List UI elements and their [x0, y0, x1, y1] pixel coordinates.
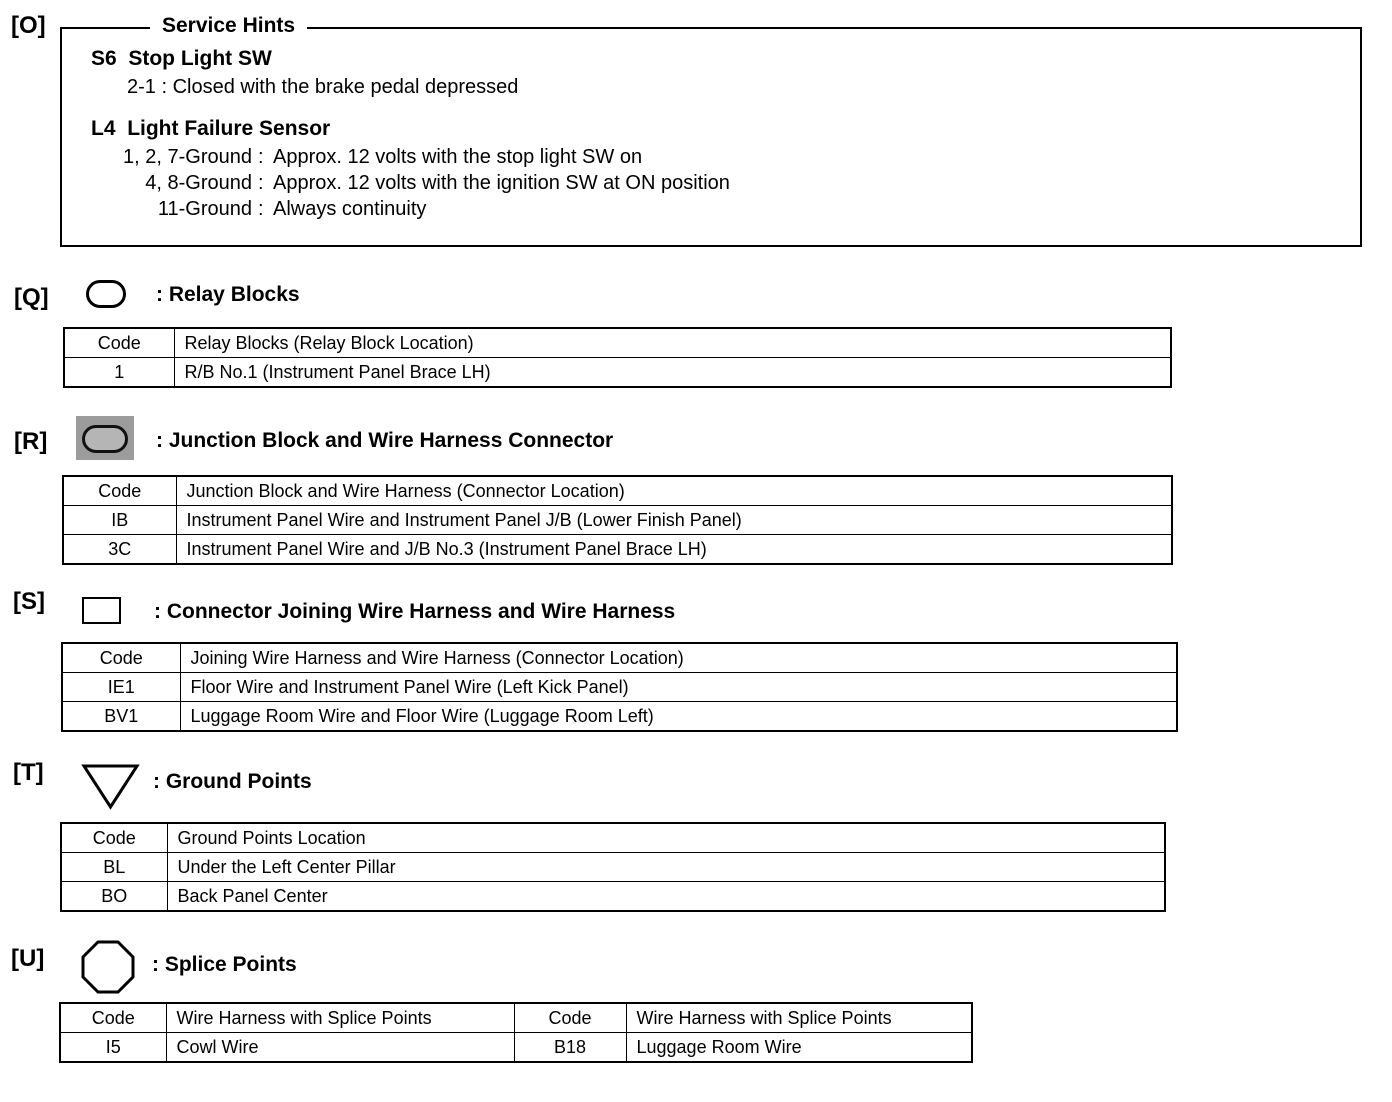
row-code: 1 — [64, 358, 174, 388]
table-header-row — [60, 1003, 972, 1033]
section-letter-t: [T] — [13, 759, 44, 786]
hint-l4-sep-1: : — [258, 146, 264, 168]
hint-s6-name: Stop Light SW — [128, 47, 272, 70]
hint-s6-line — [127, 76, 518, 99]
hint-l4-pins-2: 4, 8-Ground — [145, 172, 252, 194]
row-code: BO — [61, 882, 167, 912]
section-letter-r: [R] — [14, 428, 48, 455]
hint-sep: : — [161, 76, 168, 98]
table-row — [64, 358, 1171, 388]
splice-points-table — [59, 1002, 973, 1063]
junction-block-title: : Junction Block and Wire Harness Connector — [156, 429, 614, 452]
table-header-row — [63, 476, 1172, 506]
table-row — [63, 535, 1172, 565]
table-row — [63, 506, 1172, 535]
row-desc: Instrument Panel Wire and Instrument Panel J/B (Lower Finish Panel) — [176, 506, 1172, 535]
header-code: Code — [64, 328, 174, 358]
connector-table — [61, 642, 1178, 732]
row-desc: R/B No.1 (Instrument Panel Brace LH) — [174, 358, 1171, 388]
connector-title: : Connector Joining Wire Harness and Wire Harness — [154, 600, 676, 623]
ground-points-table — [60, 822, 1166, 912]
hint-l4-sep-3: : — [258, 198, 264, 220]
relay-block-icon — [86, 280, 126, 308]
header-code: Code — [514, 1003, 626, 1033]
ground-triangle-icon — [81, 763, 141, 811]
hint-l4-text-1: Approx. 12 volts with the stop light SW on — [273, 146, 643, 168]
table-header-row — [64, 328, 1171, 358]
row-desc: Back Panel Center — [167, 882, 1165, 912]
row-desc: Luggage Room Wire and Floor Wire (Luggage Room Left) — [180, 702, 1177, 732]
hint-pins: 2-1 — [127, 76, 156, 98]
row-code: IE1 — [62, 673, 180, 702]
ground-points-title: : Ground Points — [153, 770, 312, 793]
table-row — [61, 853, 1165, 882]
row-code: I5 — [60, 1033, 166, 1063]
row-desc: Cowl Wire — [166, 1033, 514, 1063]
header-desc: Ground Points Location — [167, 823, 1165, 853]
hint-l4-heading — [91, 117, 330, 141]
hint-l4-pins-1: 1, 2, 7-Ground — [123, 146, 252, 168]
header-desc: Relay Blocks (Relay Block Location) — [174, 328, 1171, 358]
section-letter-u: [U] — [11, 945, 45, 972]
hint-l4-code: L4 — [91, 117, 116, 140]
junction-block-icon — [82, 425, 128, 453]
hint-l4-sep-2: : — [258, 172, 264, 194]
header-code: Code — [61, 823, 167, 853]
section-letter-o: [O] — [11, 12, 46, 39]
table-header-row — [61, 823, 1165, 853]
header-code: Code — [62, 643, 180, 673]
hint-l4-text-2: Approx. 12 volts with the ignition SW at ON position — [273, 172, 730, 194]
table-header-row — [62, 643, 1177, 673]
row-code: 3C — [63, 535, 176, 565]
splice-points-title: : Splice Points — [152, 953, 297, 976]
row-code: IB — [63, 506, 176, 535]
hint-l4-text-3: Always continuity — [273, 198, 427, 220]
row-desc: Under the Left Center Pillar — [167, 853, 1165, 882]
splice-octagon-icon — [80, 939, 136, 995]
row-code: BL — [61, 853, 167, 882]
table-row — [60, 1033, 972, 1063]
relay-blocks-table — [63, 327, 1172, 388]
hint-l4-name: Light Failure Sensor — [127, 117, 331, 140]
table-row — [62, 702, 1177, 732]
junction-block-table — [62, 475, 1173, 565]
hint-l4-pins-3: 11-Ground — [157, 198, 252, 220]
header-desc: Wire Harness with Splice Points — [626, 1003, 972, 1033]
section-letter-q: [Q] — [14, 284, 49, 311]
header-code: Code — [60, 1003, 166, 1033]
header-desc: Joining Wire Harness and Wire Harness (Connector Location) — [180, 643, 1177, 673]
row-code: BV1 — [62, 702, 180, 732]
relay-blocks-title: : Relay Blocks — [156, 283, 300, 306]
hint-s6-heading — [91, 47, 272, 71]
section-letter-s: [S] — [13, 588, 45, 615]
connector-square-icon — [82, 597, 121, 624]
table-row — [62, 673, 1177, 702]
header-code: Code — [63, 476, 176, 506]
row-desc: Luggage Room Wire — [626, 1033, 972, 1063]
header-desc: Junction Block and Wire Harness (Connector Location) — [176, 476, 1172, 506]
row-desc: Floor Wire and Instrument Panel Wire (Left Kick Panel) — [180, 673, 1177, 702]
table-row — [61, 882, 1165, 912]
row-code: B18 — [514, 1033, 626, 1063]
service-hints-title: Service Hints — [150, 14, 307, 38]
hint-s6-code: S6 — [91, 47, 117, 70]
hint-text: Closed with the brake pedal depressed — [172, 76, 519, 98]
header-desc: Wire Harness with Splice Points — [166, 1003, 514, 1033]
row-desc: Instrument Panel Wire and J/B No.3 (Instrument Panel Brace LH) — [176, 535, 1172, 565]
